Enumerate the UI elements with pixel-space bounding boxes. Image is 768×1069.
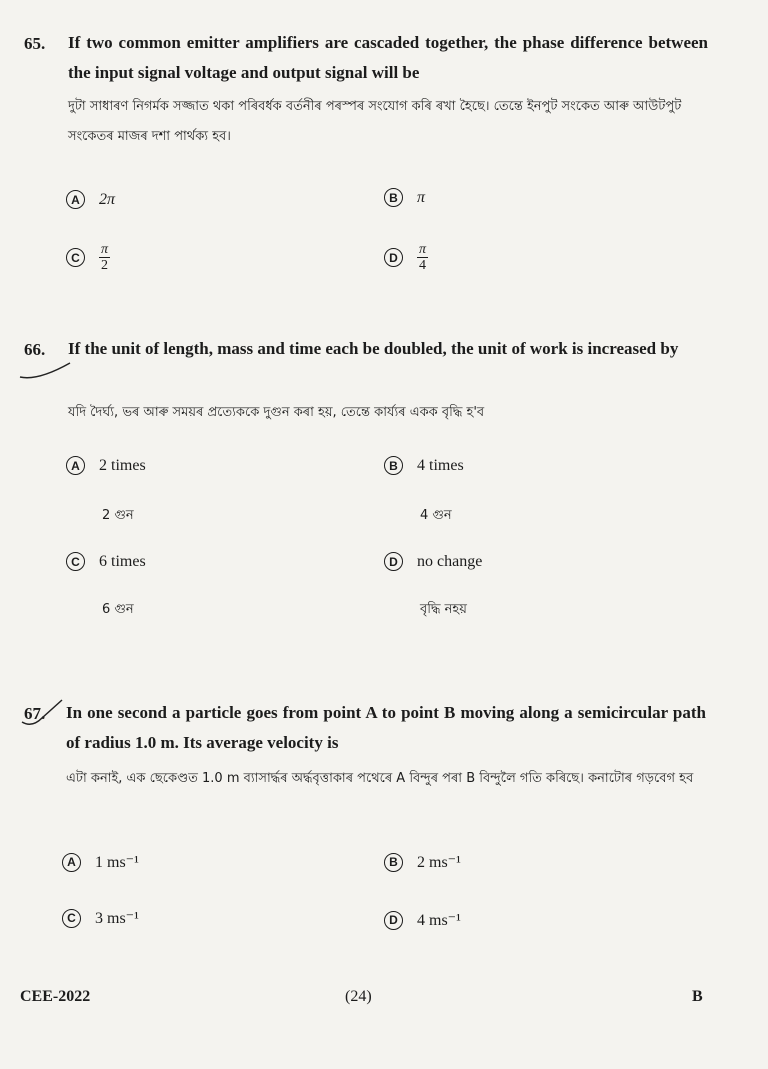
option-a[interactable]: [66, 190, 115, 209]
question-number: 67.: [24, 704, 46, 723]
option-c-marker: C: [62, 909, 81, 928]
option-d-marker: D: [384, 552, 403, 571]
fraction-numerator: π: [101, 242, 109, 257]
option-a-text: 2 times: [99, 456, 146, 474]
fraction-denominator: 2: [101, 258, 108, 273]
option-d-text: 4 ms⁻¹: [417, 912, 461, 929]
question-text-assamese: যদি দৈৰ্ঘ্য, ভৰ আৰু সময়ৰ প্ৰত্যেককে দুগুন কৰা হয়, তেন্তে কাৰ্য্যৰ একক বৃদ্ধি হ'ব: [68, 405, 485, 420]
option-d-fraction: [417, 242, 428, 273]
option-c-marker: C: [66, 552, 85, 571]
option-d-assamese: বৃদ্ধি নহয়: [420, 602, 467, 617]
question-number: 65.: [24, 34, 46, 53]
option-c[interactable]: [66, 552, 146, 571]
option-b[interactable]: [384, 188, 425, 207]
option-d[interactable]: [384, 242, 428, 273]
option-c[interactable]: [62, 908, 139, 928]
question-text-assamese: দুটা সাধাৰণ নিগৰ্মক সজ্জাত থকা পৰিবৰ্ধক বৰ্তনীৰ পৰস্পৰ সংযোগ কৰি ৰখা হৈছে। তেন্তে ইনপুট সংকেত আৰু আউটপুট সংকেতৰ মাজৰ দশা পাৰ্থক্য হব।: [68, 99, 682, 144]
tick-mark-icon: [18, 696, 68, 730]
option-c-fraction: [99, 242, 110, 273]
option-a-marker: A: [66, 456, 85, 475]
option-b-text: 2 ms⁻¹: [417, 854, 461, 871]
option-c[interactable]: [66, 242, 110, 273]
question-text-english: If the unit of length, mass and time each be doubled, the unit of work is increased by: [68, 339, 679, 358]
option-b-marker: B: [384, 456, 403, 475]
option-a-text: 1 ms⁻¹: [95, 854, 139, 871]
option-b-text: π: [417, 188, 426, 206]
fraction-numerator: π: [419, 242, 427, 257]
option-b-marker: B: [384, 188, 403, 207]
option-c-marker: C: [66, 248, 85, 267]
question-text-assamese: এটা কনাই, এক ছেকেণ্ডত 1.0 m ব্যাসাৰ্দ্ধৰ অৰ্দ্ধবৃত্তাকাৰ পথেৰে A বিন্দুৰ পৰা B বিন্দুলৈ গতি কৰিছে। কনাটোৰ গড়বেগ হব: [66, 771, 694, 786]
option-a-marker: A: [66, 190, 85, 209]
option-d-text: no change: [417, 552, 483, 570]
fraction-denominator: 4: [419, 258, 426, 273]
option-d[interactable]: [384, 910, 461, 930]
option-a-assamese: 2 গুন: [102, 508, 134, 523]
footer-booklet-series: B: [692, 988, 703, 1005]
option-b[interactable]: [384, 852, 461, 872]
question-number: 66.: [24, 340, 46, 359]
option-c-text: 3 ms⁻¹: [95, 910, 139, 927]
option-b-marker: B: [384, 853, 403, 872]
option-d-marker: D: [384, 911, 403, 930]
tick-mark-icon: [18, 355, 78, 385]
option-b[interactable]: [384, 456, 464, 475]
option-d-marker: D: [384, 248, 403, 267]
footer-page-number: (24): [345, 988, 372, 1005]
option-a[interactable]: [66, 456, 146, 475]
option-a[interactable]: [62, 852, 139, 872]
option-c-assamese: 6 গুন: [102, 602, 134, 617]
option-a-text: 2π: [99, 190, 116, 208]
option-b-assamese: 4 গুন: [420, 508, 452, 523]
question-text-english: In one second a particle goes from point A to point B moving along a semicircular path of radius 1.0 m. Its average velocity is: [66, 703, 706, 752]
question-text-english: If two common emitter amplifiers are cascaded together, the phase difference between the input signal voltage and output signal will be: [68, 33, 708, 82]
option-d[interactable]: [384, 552, 482, 571]
footer-exam-code: CEE-2022: [20, 988, 91, 1005]
option-c-text: 6 times: [99, 552, 146, 570]
option-b-text: 4 times: [417, 456, 464, 474]
option-a-marker: A: [62, 853, 81, 872]
